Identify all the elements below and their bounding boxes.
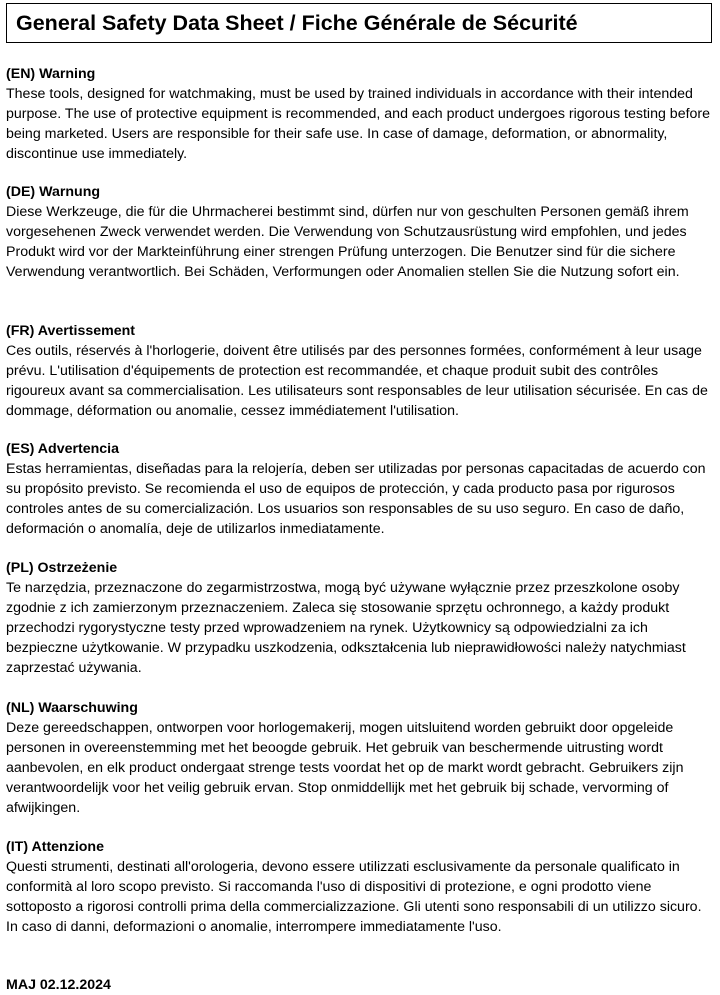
section-body-pl: Te narzędzia, przeznaczone do zegarmistrzostwa, mogą być używane wyłącznie przez przeszkolone osoby zgodnie z ich zamierzonym przeznaczeniem. Zaleca się stosowanie sprzętu ochronnego, a każdy produkt przechodzi rygorystyczne testy przed wprowadzeniem na rynek. Użytkownicy są odpowiedzialni za ich bezpieczne użytkowanie. W przypadku uszkodzenia, odkształcenia lub nieprawidłowości należy natychmiast zaprzestać używania. [6, 580, 686, 676]
page-title: General Safety Data Sheet / Fiche Générale de Sécurité [16, 10, 578, 35]
section-fr [6, 321, 714, 421]
section-heading-pl: (PL) Ostrzeżenie [6, 560, 118, 576]
section-body-nl: Deze gereedschappen, ontworpen voor horlogemakerij, mogen uitsluitend worden gebruikt door opgeleide personen in overeenstemming met het beoogde gebruik. Het gebruik van beschermende uitrusting wordt aanbevolen, en elk product ondergaat strenge tests voordat het op de markt wordt gebracht. Gebruikers zijn verantwoordelijk voor het veilig gebruik ervan. Stop onmiddellijk met het gebruik bij schade, vervorming of afwijkingen. [6, 720, 684, 816]
section-body-de: Diese Werkzeuge, die für die Uhrmacherei bestimmt sind, dürfen nur von geschulten Personen gemäß ihrem vorgesehenen Zweck verwendet werden. Die Verwendung von Schutzausrüstung wird empfohlen, und jedes Produkt wird vor der Markteinführung einer strengen Prüfung unterzogen. Die Benutzer sind für die sichere Verwendung verantwortlich. Bei Schäden, Verformungen oder Anomalien stellen Sie die Nutzung sofort ein. [6, 204, 689, 280]
section-heading-nl: (NL) Waarschuwing [6, 700, 138, 716]
section-en [6, 64, 714, 164]
section-heading-es: (ES) Advertencia [6, 441, 120, 457]
section-de [6, 182, 714, 282]
section-es [6, 439, 714, 539]
title-box [6, 3, 712, 43]
section-heading-it: (IT) Attenzione [6, 839, 104, 855]
section-body-en: These tools, designed for watchmaking, must be used by trained individuals in accordance with their intended purpose. The use of protective equipment is recommended, and each product undergoes rigorous testing before being marketed. Users are responsible for their safe use. In case of damage, deformation, or abnormality, discontinue use immediately. [6, 86, 711, 162]
section-body-it: Questi strumenti, destinati all'orologeria, devono essere utilizzati esclusivamente da personale qualificato in conformità al loro scopo previsto. Si raccomanda l'uso di dispositivi di protezione, e ogni prodotto viene sottoposto a rigorosi controlli prima della commercializzazione. Gli utenti sono responsabili di un utilizzo sicuro. In caso di danni, deformazioni o anomalie, interrompere immediatamente l'uso. [6, 859, 702, 935]
section-nl [6, 698, 714, 818]
update-date: MAJ 02.12.2024 [6, 977, 111, 993]
section-it [6, 837, 714, 937]
section-body-es: Estas herramientas, diseñadas para la relojería, deben ser utilizadas por personas capacitadas de acuerdo con su propósito previsto. Se recomienda el uso de equipos de protección, y cada producto pasa por rigurosos controles antes de su comercialización. Los usuarios son responsables de su uso seguro. En caso de daño, deformación o anomalía, deje de utilizarlos inmediatamente. [6, 461, 706, 537]
section-heading-en: (EN) Warning [6, 66, 96, 82]
section-pl [6, 558, 714, 678]
section-body-fr: Ces outils, réservés à l'horlogerie, doivent être utilisés par des personnes formées, conformément à leur usage prévu. L'utilisation d'équipements de protection est recommandée, et chaque produit subit des contrôles rigoureux avant sa commercialisation. Les utilisateurs sont responsables de leur utilisation sécurisée. En cas de dommage, déformation ou anomalie, cessez immédiatement l'utilisation. [6, 343, 708, 419]
section-heading-fr: (FR) Avertissement [6, 323, 136, 339]
section-heading-de: (DE) Warnung [6, 184, 101, 200]
